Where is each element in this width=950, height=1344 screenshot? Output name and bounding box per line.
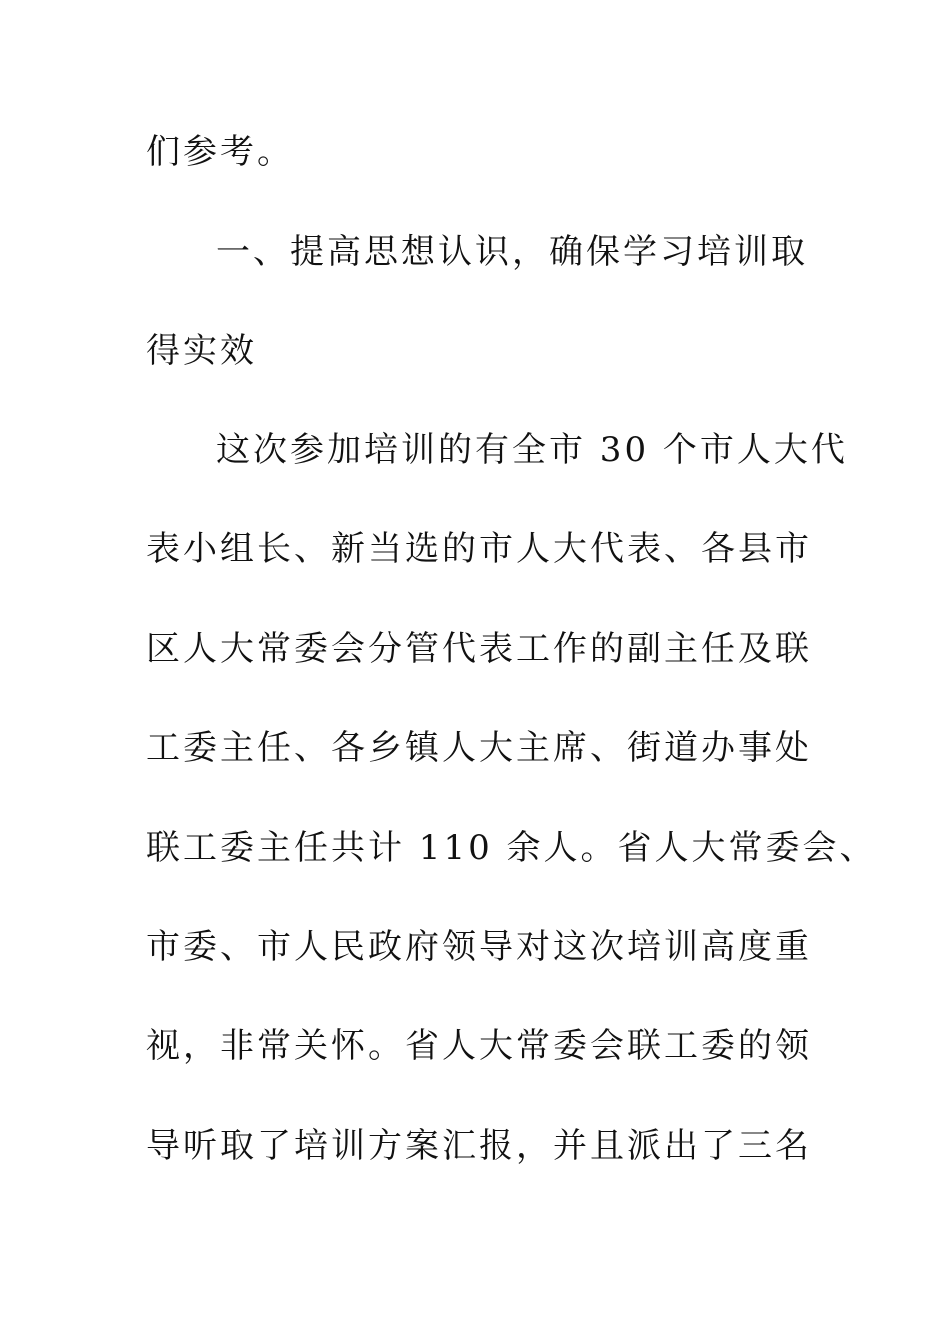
section-heading-continued: 得实效 (146, 331, 257, 371)
paragraph-line: 联工委主任共计 110 余人。省人大常委会、 (146, 828, 877, 868)
paragraph-line: 表小组长、新当选的市人大代表、各县市 (146, 529, 812, 569)
section-heading: 一、提高思想认识，确保学习培训取 (216, 232, 808, 272)
paragraph-line: 市委、市人民政府领导对这次培训高度重 (146, 927, 812, 967)
paragraph-line: 视，非常关怀。省人大常委会联工委的领 (146, 1026, 812, 1066)
text-line: 们参考。 (146, 132, 294, 172)
paragraph-line: 工委主任、各乡镇人大主席、街道办事处 (146, 728, 812, 768)
paragraph-line: 这次参加培训的有全市 30 个市人大代 (216, 430, 848, 470)
paragraph-line: 区人大常委会分管代表工作的副主任及联 (146, 629, 812, 669)
paragraph-line: 导听取了培训方案汇报，并且派出了三名 (146, 1126, 812, 1166)
